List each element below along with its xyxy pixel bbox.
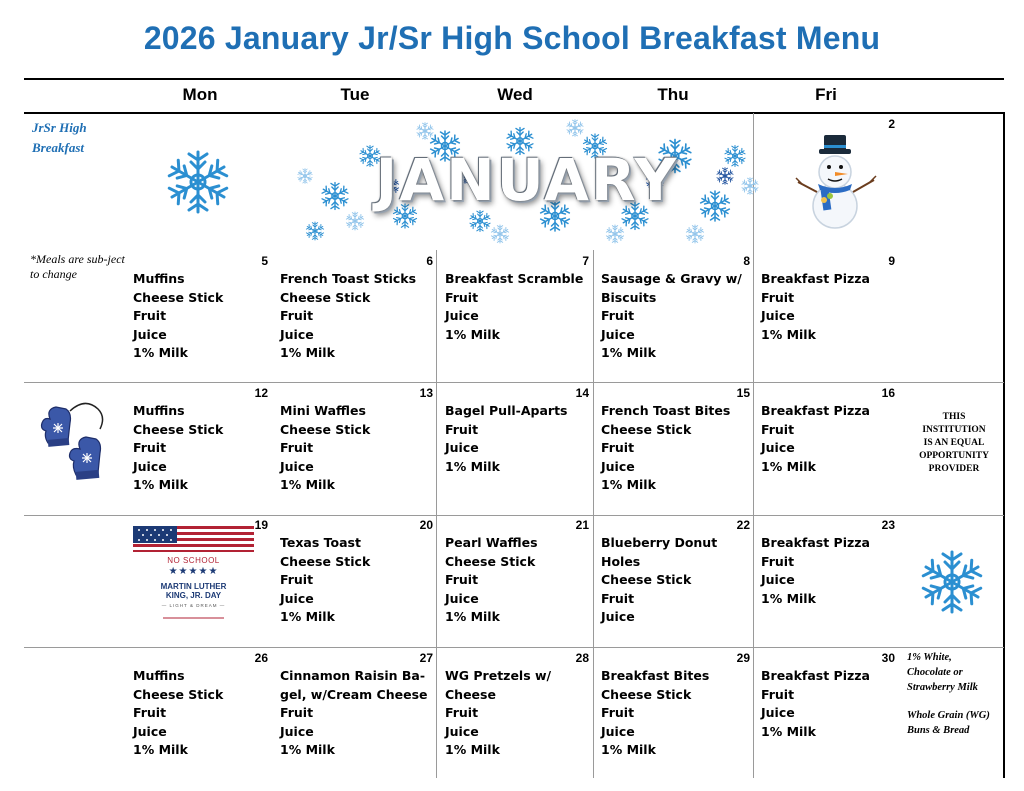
mlk-subtitle: — LIGHT & DREAM — — [161, 603, 226, 608]
menu-item: Fruit — [601, 308, 635, 324]
menu-item: 1% Milk — [133, 345, 188, 361]
menu-item: gel, w/Cream Cheese — [280, 686, 428, 702]
side-title — [32, 118, 87, 158]
date-number: 23 — [881, 518, 895, 532]
side-title-line: Breakfast — [32, 140, 84, 155]
menu-item: Breakfast Pizza — [761, 668, 870, 683]
menu-item: 1% Milk — [445, 742, 500, 758]
menu-cell — [601, 667, 709, 760]
date-number: 5 — [261, 254, 268, 268]
menu-item: Juice — [601, 609, 635, 625]
snowman-icon — [790, 132, 880, 230]
date-number: 16 — [881, 386, 895, 400]
day-header-mon: Mon — [182, 85, 218, 104]
date-number: 30 — [881, 651, 895, 665]
menu-item: Juice — [133, 723, 167, 739]
menu-item: 1% Milk — [280, 609, 335, 625]
menu-cell — [761, 667, 870, 741]
menu-item: 1% Milk — [445, 458, 500, 474]
date-number: 2 — [888, 117, 895, 131]
menu-item: Fruit — [761, 289, 795, 305]
menu-item: Fruit — [445, 421, 479, 437]
equal-opportunity-line: IS AN EQUAL — [923, 438, 985, 448]
menu-item: Fruit — [133, 705, 167, 721]
date-number: 19 — [254, 518, 268, 532]
menu-item: Fruit — [761, 421, 795, 437]
menu-cell — [445, 667, 551, 760]
menu-item: Cheese — [445, 686, 496, 702]
mlk-title-line: KING, JR. DAY — [165, 591, 222, 600]
menu-item: Bagel Pull-Aparts — [445, 403, 568, 418]
mlk-title — [133, 582, 254, 600]
page-title: 2026 January Jr/Sr High School Breakfast Menu — [143, 20, 881, 56]
menu-item: Texas Toast — [280, 535, 361, 550]
date-number: 6 — [426, 254, 433, 268]
menu-cell — [601, 270, 742, 363]
equal-opportunity-line: INSTITUTION — [922, 425, 986, 435]
menu-cell — [280, 270, 416, 363]
menu-cell — [601, 534, 717, 627]
menu-item: Juice — [601, 458, 635, 474]
equal-opportunity-line: OPPORTUNITY — [919, 451, 989, 461]
menu-item: Juice — [601, 723, 635, 739]
menu-cell — [133, 402, 223, 495]
column-divider — [436, 250, 437, 778]
menu-item: Cheese Stick — [133, 289, 224, 305]
menu-item: 1% Milk — [445, 326, 500, 342]
date-number: 13 — [419, 386, 433, 400]
stars-decoration: ★★★★★ — [168, 566, 219, 577]
menu-cell — [445, 270, 583, 344]
menu-item: Biscuits — [601, 289, 657, 305]
menu-item: Cheese Stick — [601, 572, 692, 588]
menu-item: Cheese Stick — [133, 686, 224, 702]
menu-cell — [280, 402, 370, 495]
january-banner — [295, 116, 760, 248]
menu-item: Holes — [601, 553, 641, 569]
menu-item: French Toast Bites — [601, 403, 731, 418]
menu-item: Juice — [445, 723, 479, 739]
mittens-icon — [40, 401, 110, 493]
menu-item: Cheese Stick — [133, 421, 224, 437]
menu-item: Fruit — [761, 686, 795, 702]
date-number: 22 — [736, 518, 750, 532]
day-header-fri: Fri — [815, 85, 837, 104]
menu-item: Muffins — [133, 403, 185, 418]
top-rule — [24, 78, 1004, 80]
menu-item: Cheese Stick — [280, 421, 371, 437]
whole-grain-line: Whole Grain (WG) — [907, 710, 990, 721]
menu-item: Juice — [445, 440, 479, 456]
menu-item: 1% Milk — [601, 477, 656, 493]
menu-item: Breakfast Bites — [601, 668, 710, 683]
milk-note-line: Chocolate or — [907, 667, 963, 678]
column-divider — [593, 250, 594, 778]
menu-cell — [280, 534, 370, 627]
milk-note-line: Strawberry Milk — [907, 682, 978, 693]
date-number: 26 — [254, 651, 268, 665]
side-title-line: JrSr High — [32, 120, 87, 135]
menu-item: 1% Milk — [601, 345, 656, 361]
menu-item: Pearl Waffles — [445, 535, 538, 550]
menu-item: 1% Milk — [133, 477, 188, 493]
menu-item: Cheese Stick — [601, 686, 692, 702]
equal-opportunity-line: THIS — [942, 412, 966, 422]
day-header-thu: Thu — [657, 85, 689, 104]
day-header-tue: Tue — [340, 85, 370, 104]
date-number: 7 — [582, 254, 589, 268]
row-divider — [24, 515, 1004, 516]
menu-item: Juice — [280, 458, 314, 474]
menu-cell — [445, 534, 538, 627]
milk-note — [907, 650, 1007, 695]
date-number: 8 — [743, 254, 750, 268]
menu-item: Juice — [761, 308, 795, 324]
date-number: 15 — [736, 386, 750, 400]
menu-item: Fruit — [445, 289, 479, 305]
menu-item: 1% Milk — [761, 458, 816, 474]
menu-item: 1% Milk — [761, 326, 816, 342]
menu-item: Juice — [280, 723, 314, 739]
equal-opportunity-line: PROVIDER — [928, 464, 980, 474]
date-number: 14 — [575, 386, 589, 400]
menu-item: 1% Milk — [445, 609, 500, 625]
menu-item: 1% Milk — [761, 723, 816, 739]
menu-item: Juice — [280, 590, 314, 606]
menu-item: Fruit — [133, 440, 167, 456]
menu-cell — [601, 402, 730, 495]
date-number: 27 — [419, 651, 433, 665]
menu-cell — [280, 667, 428, 760]
row-divider — [24, 647, 1004, 648]
menu-item: 1% Milk — [601, 742, 656, 758]
menu-item: Muffins — [133, 271, 185, 286]
menu-item: 1% Milk — [280, 477, 335, 493]
menu-cell — [133, 667, 223, 760]
menu-item: Cheese Stick — [280, 289, 371, 305]
menu-item: Blueberry Donut — [601, 535, 718, 550]
menu-cell — [761, 402, 870, 476]
date-number: 9 — [888, 254, 895, 268]
menu-cell — [761, 270, 870, 344]
menu-item: Juice — [761, 572, 795, 588]
no-school-label: NO SCHOOL — [167, 556, 220, 565]
menu-item: Fruit — [601, 440, 635, 456]
equal-opportunity-note — [905, 411, 1003, 476]
january-banner-text: JANUARY — [375, 146, 679, 214]
menu-item: Fruit — [761, 553, 795, 569]
menu-cell — [445, 402, 567, 476]
menu-item: Cheese Stick — [445, 553, 536, 569]
menu-item: Juice — [601, 326, 635, 342]
menu-item: Cheese Stick — [280, 553, 371, 569]
snowflake-icon — [163, 147, 233, 217]
meals-note: *Meals are sub-ject to change — [30, 252, 125, 281]
menu-item: Breakfast Pizza — [761, 403, 870, 418]
menu-item: Mini Waffles — [280, 403, 366, 418]
mlk-title-line: MARTIN LUTHER — [160, 582, 227, 591]
menu-item: Fruit — [280, 705, 314, 721]
menu-item: Fruit — [280, 572, 314, 588]
date-number: 29 — [736, 651, 750, 665]
menu-item: Fruit — [280, 440, 314, 456]
menu-item: 1% Milk — [133, 742, 188, 758]
menu-item: Juice — [761, 440, 795, 456]
menu-item: Juice — [761, 705, 795, 721]
menu-item: Breakfast Pizza — [761, 271, 870, 286]
menu-item: Muffins — [133, 668, 185, 683]
whole-grain-note — [907, 708, 1007, 738]
menu-cell — [761, 534, 870, 608]
menu-item: French Toast Sticks — [280, 271, 417, 286]
milk-note-line: 1% White, — [907, 652, 952, 663]
menu-item: Cheese Stick — [601, 421, 692, 437]
menu-item: Fruit — [133, 308, 167, 324]
menu-cell — [133, 270, 223, 363]
menu-item: 1% Milk — [280, 345, 335, 361]
menu-item: Breakfast Scramble — [445, 271, 584, 286]
menu-item: Breakfast Pizza — [761, 535, 870, 550]
date-number: 20 — [419, 518, 433, 532]
day-header-wed: Wed — [497, 85, 533, 104]
menu-item: WG Pretzels w/ — [445, 668, 552, 683]
menu-item: Fruit — [280, 308, 314, 324]
menu-item: Juice — [445, 308, 479, 324]
menu-item: Fruit — [601, 705, 635, 721]
menu-item: Fruit — [601, 590, 635, 606]
date-number: 12 — [254, 386, 268, 400]
menu-item: Sausage & Gravy w/ — [601, 271, 742, 286]
date-number: 21 — [575, 518, 589, 532]
menu-item: Cinnamon Raisin Ba- — [280, 668, 426, 683]
snowflake-icon — [917, 547, 987, 617]
menu-item: Fruit — [445, 572, 479, 588]
menu-item: Juice — [280, 326, 314, 342]
menu-item: Juice — [133, 326, 167, 342]
whole-grain-line: Buns & Bread — [907, 725, 970, 736]
menu-item: Fruit — [445, 705, 479, 721]
menu-item: Juice — [133, 458, 167, 474]
menu-item: 1% Milk — [761, 590, 816, 606]
header-rule — [24, 112, 1004, 114]
date-number: 28 — [575, 651, 589, 665]
row-divider — [24, 382, 1004, 383]
mlk-day-image — [133, 526, 254, 622]
menu-item: Juice — [445, 590, 479, 606]
menu-item: 1% Milk — [280, 742, 335, 758]
